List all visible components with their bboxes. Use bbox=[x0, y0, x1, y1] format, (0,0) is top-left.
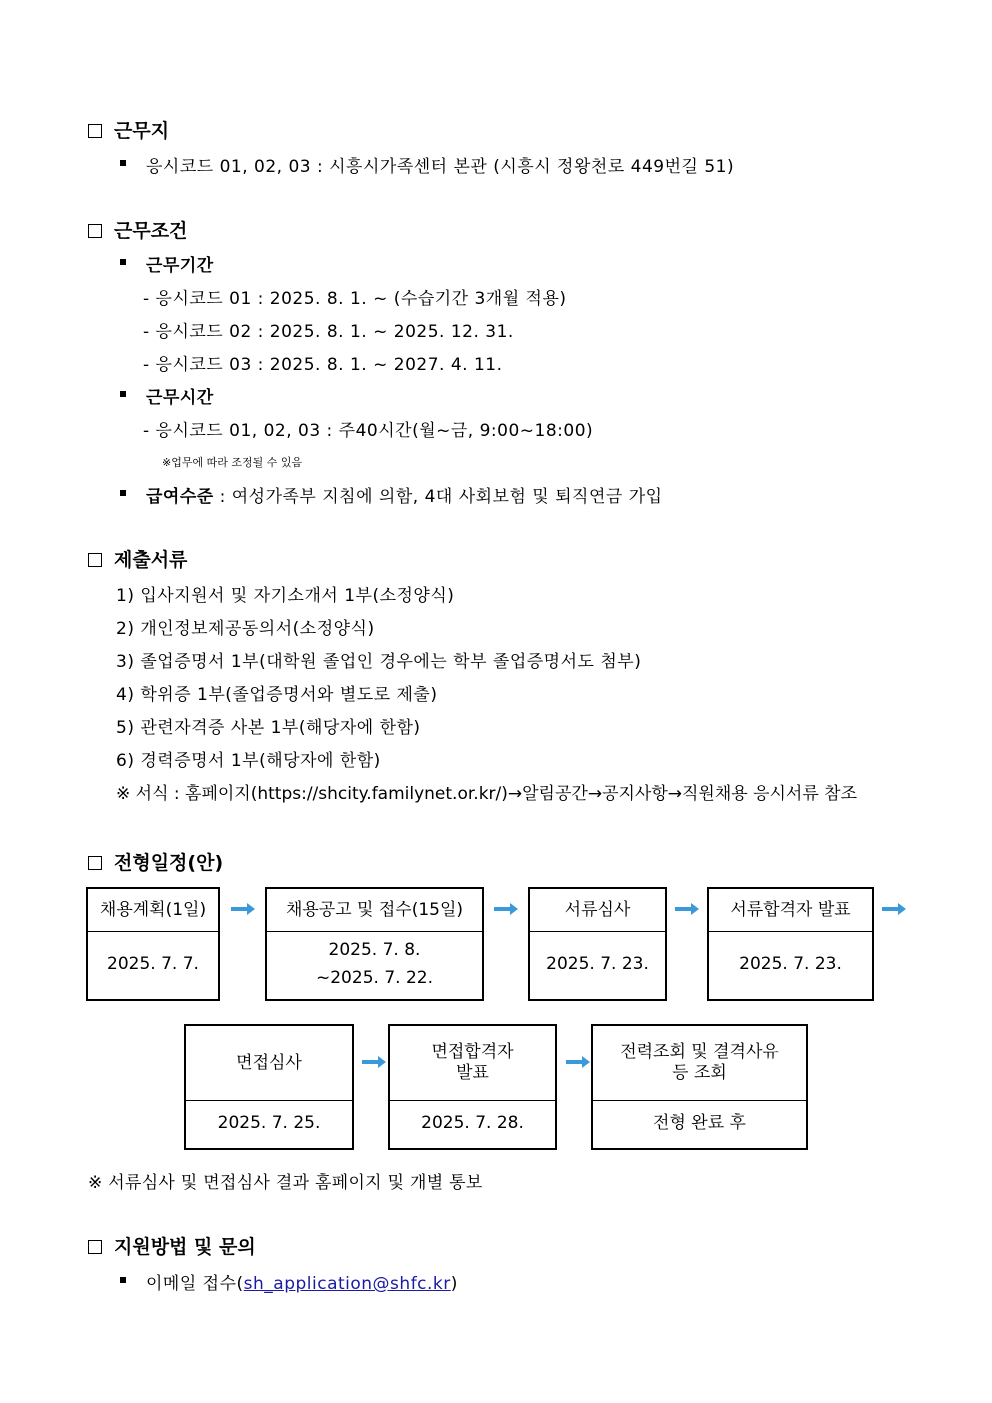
schedule-step-6 bbox=[388, 1024, 557, 1150]
checkbox-square-icon bbox=[88, 224, 102, 238]
step-title: 서류합격자 발표 bbox=[709, 889, 872, 932]
section-heading-workplace: 근무지 bbox=[88, 116, 169, 143]
schedule-step-7 bbox=[591, 1024, 808, 1150]
step-title: 면접합격자 발표 bbox=[390, 1026, 555, 1101]
section-heading-apply: 지원방법 및 문의 bbox=[88, 1232, 256, 1259]
step-date: 2025. 7. 25. bbox=[217, 1113, 321, 1133]
checkbox-square-icon bbox=[88, 1240, 102, 1254]
bullet-icon bbox=[120, 259, 126, 265]
step-date: 2025. 7. 28. bbox=[421, 1113, 524, 1133]
section-heading-documents: 제출서류 bbox=[88, 545, 187, 572]
section-heading-conditions: 근무조건 bbox=[88, 216, 187, 243]
checkbox-square-icon bbox=[88, 553, 102, 567]
step-title: 채용공고 및 접수(15일) bbox=[267, 889, 482, 932]
period-label: 근무기간 bbox=[146, 256, 214, 276]
pay-line bbox=[146, 482, 663, 507]
pay-label: 급여수준 bbox=[146, 487, 214, 507]
workplace-item: 응시코드 01, 02, 03 : 시흥시가족센터 본관 (시흥시 정왕천로 449번길 51) bbox=[146, 157, 735, 177]
schedule-step-5 bbox=[184, 1024, 354, 1150]
schedule-step-4 bbox=[707, 887, 874, 1001]
flow-arrow-icon bbox=[493, 902, 519, 916]
schedule-step-3 bbox=[528, 887, 667, 1001]
step-title: 면접심사 bbox=[186, 1026, 352, 1101]
bullet-icon bbox=[120, 391, 126, 397]
apply-line: 이메일 접수(sh_application@shfc.kr) bbox=[146, 1274, 458, 1294]
document-item: 6) 경력증명서 1부(해당자에 한함) bbox=[116, 751, 381, 771]
period-line: - 응시코드 03 : 2025. 8. 1. ~ 2027. 4. 11. bbox=[143, 355, 503, 375]
document-item: 2) 개인정보제공동의서(소정양식) bbox=[116, 619, 375, 639]
step-date: 2025. 7. 7. bbox=[107, 954, 199, 974]
bullet-icon bbox=[120, 160, 126, 166]
hours-label: 근무시간 bbox=[146, 388, 214, 408]
document-form-note: ※ 서식 : 홈페이지(https://shcity.familynet.or.kr/)→알림공간→공지사항→직원채용 응시서류 참조 bbox=[116, 784, 858, 804]
document-item: 3) 졸업증명서 1부(대학원 졸업인 경우에는 학부 졸업증명서도 첨부) bbox=[116, 652, 642, 672]
checkbox-square-icon bbox=[88, 124, 102, 138]
bullet-icon bbox=[120, 490, 126, 496]
email-link[interactable]: sh_application@shfc.kr bbox=[243, 1274, 451, 1294]
document-item: 4) 학위증 1부(졸업증명서와 별도로 제출) bbox=[116, 685, 438, 705]
step-title: 채용계획(1일) bbox=[88, 889, 218, 932]
flow-arrow-icon bbox=[230, 902, 256, 916]
pay-text: : 여성가족부 지침에 의함, 4대 사회보험 및 퇴직연금 가입 bbox=[213, 487, 663, 507]
flow-arrow-icon bbox=[565, 1055, 591, 1069]
period-line: - 응시코드 01 : 2025. 8. 1. ~ (수습기간 3개월 적용) bbox=[143, 289, 567, 309]
flow-arrow-icon bbox=[674, 902, 700, 916]
step-title: 서류심사 bbox=[530, 889, 665, 932]
step-date: 2025. 7. 8. ~2025. 7. 22. bbox=[316, 940, 433, 988]
step-date: 2025. 7. 23. bbox=[739, 954, 842, 974]
flow-arrow-icon bbox=[881, 902, 907, 916]
hours-line: - 응시코드 01, 02, 03 : 주40시간(월~금, 9:00~18:00) bbox=[143, 421, 594, 441]
period-line: - 응시코드 02 : 2025. 8. 1. ~ 2025. 12. 31. bbox=[143, 322, 514, 342]
document-item: 1) 입사지원서 및 자기소개서 1부(소정양식) bbox=[116, 586, 455, 606]
schedule-step-2 bbox=[265, 887, 484, 1001]
schedule-step-1 bbox=[86, 887, 220, 1001]
checkbox-square-icon bbox=[88, 856, 102, 870]
hours-note: ※업무에 따라 조정될 수 있음 bbox=[162, 456, 303, 469]
bullet-icon bbox=[120, 1277, 126, 1283]
step-date: 2025. 7. 23. bbox=[546, 954, 649, 974]
flow-arrow-icon bbox=[361, 1055, 387, 1069]
section-heading-schedule: 전형일정(안) bbox=[88, 848, 223, 875]
step-date: 전형 완료 후 bbox=[653, 1113, 746, 1133]
schedule-note: ※ 서류심사 및 면접심사 결과 홈페이지 및 개별 통보 bbox=[88, 1173, 483, 1193]
step-title: 전력조회 및 결격사유 등 조회 bbox=[593, 1026, 806, 1101]
document-item: 5) 관련자격증 사본 1부(해당자에 한함) bbox=[116, 718, 421, 738]
